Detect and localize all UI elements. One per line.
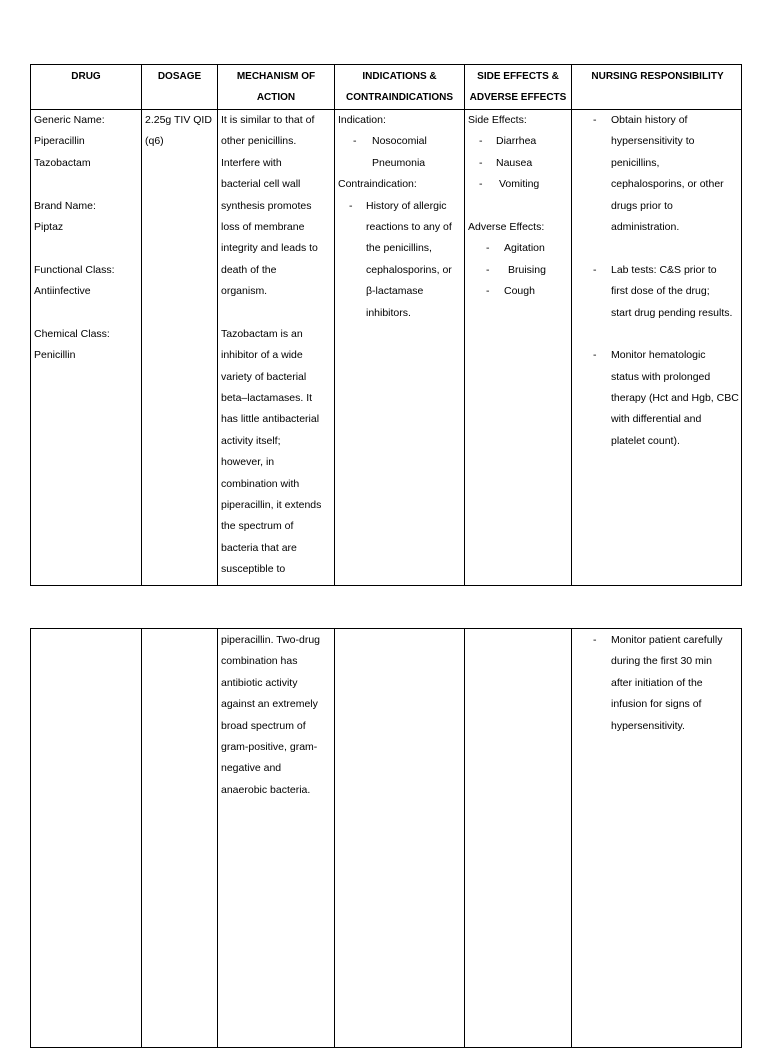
cell-drug	[31, 629, 142, 1047]
cell-side-effects: Side Effects: - Diarrhea - Nausea - Vomiting Adverse Effects: - Agitation - Bruising - Cough	[465, 109, 572, 585]
list-item: - Nausea	[479, 156, 533, 169]
cell-indications	[335, 629, 465, 1047]
cell-side-effects	[465, 629, 572, 1047]
list-item: - Diarrhea	[479, 135, 537, 148]
cell-nursing: - Obtain history of hypersensitivity to penicillins, cephalosporins, or other drugs prior to administration. - Lab tests: C&S prior to first dose of the drug; start drug pending results. - Monitor hematologic status with prolonged therapy (Hct and Hgb, CBC with differential and platelet count).	[572, 109, 743, 585]
header-side-effects: SIDE EFFECTS & ADVERSE EFFECTS	[465, 65, 572, 109]
list-item: - Obtain history of	[593, 114, 688, 126]
list-item: - Monitor patient carefully	[593, 634, 723, 646]
header-mechanism: MECHANISM OF ACTION	[218, 65, 335, 109]
cell-dosage	[142, 629, 218, 1047]
list-item: - Lab tests: C&S prior to	[593, 263, 717, 276]
drug-table-page-1	[30, 64, 742, 586]
header-drug: DRUG	[31, 65, 142, 109]
list-item: - Monitor hematologic	[593, 349, 706, 362]
list-item: - Agitation	[486, 242, 545, 255]
list-item: - Nosocomial	[353, 135, 427, 148]
list-item: - History of allergic	[349, 199, 447, 212]
cell-mechanism: It is similar to that of other penicillins. Interfere with bacterial cell wall synthesis promotes loss of membrane integrity and leads to death of the organism. Tazobactam is an inhibitor of a wide variety of bacterial beta–lactamases. It has little antibacterial activity itself; however, in combination with piperacillin, it extends the spectrum of bacteria that are susceptible to	[218, 109, 335, 585]
drug-table-page-2	[30, 628, 742, 1048]
header-nursing: NURSING RESPONSIBILITY	[591, 71, 724, 82]
list-item: - Cough	[486, 285, 535, 298]
table-body-row	[31, 109, 741, 585]
cell-dosage: 2.25g TIV QID (q6)	[142, 109, 218, 585]
list-item: - Vomiting	[479, 178, 540, 191]
cell-nursing: - Monitor patient carefully during the first 30 min after initiation of the infusion for signs of hypersensitivity.	[572, 629, 743, 1047]
cell-mechanism: piperacillin. Two-drug combination has antibiotic activity against an extremely broad spectrum of gram-positive, gram- negative and anaerobic bacteria.	[218, 629, 335, 1047]
table-body-row	[31, 629, 741, 1047]
cell-indications: Indication: - Nosocomial Pneumonia Contraindication: - History of allergic reactions to any of the penicillins, cephalosporins, or β-lactamase inhibitors.	[335, 109, 465, 585]
table-header-row	[31, 65, 741, 110]
cell-drug: Generic Name: Piperacillin Tazobactam Brand Name: Piptaz Functional Class: Antiinfective Chemical Class: Penicillin	[31, 109, 142, 585]
header-indications: INDICATIONS & CONTRAINDICATIONS	[335, 65, 465, 109]
list-item: - Bruising	[486, 263, 546, 276]
header-dosage: DOSAGE	[142, 65, 218, 109]
